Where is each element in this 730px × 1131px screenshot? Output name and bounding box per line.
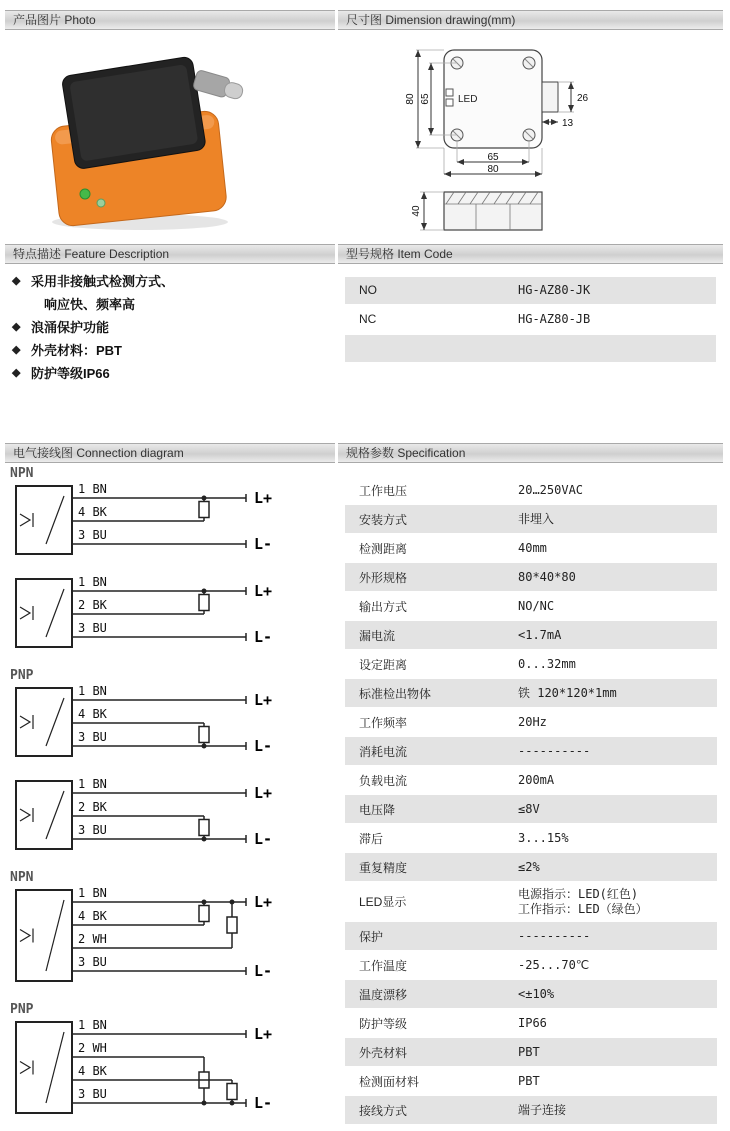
dim-80-bottom: 80 bbox=[487, 164, 499, 175]
dim-40: 40 bbox=[411, 205, 422, 217]
spec-row bbox=[345, 922, 717, 950]
led-label: LED bbox=[458, 94, 478, 105]
dimension-drawing-area bbox=[372, 40, 717, 245]
section-title-item-code: 型号规格 Item Code bbox=[346, 247, 453, 261]
svg-text:L+: L+ bbox=[254, 1025, 273, 1043]
wiring-diagram bbox=[8, 1002, 340, 1126]
feature-text: 浪涌保护功能 bbox=[31, 320, 110, 335]
spec-value: 0...32mm bbox=[518, 656, 576, 671]
header-row-2 bbox=[5, 244, 723, 264]
spec-value: ≤2% bbox=[518, 859, 540, 874]
spec-value: ≤8V bbox=[518, 801, 540, 816]
spec-label: 外形规格 bbox=[359, 570, 408, 585]
spec-row bbox=[345, 1067, 717, 1095]
spec-value: 20…250VAC bbox=[518, 482, 584, 497]
connection-diagram-svg bbox=[8, 777, 308, 857]
svg-text:1 BN: 1 BN bbox=[78, 575, 107, 589]
svg-text:1 BN: 1 BN bbox=[78, 1018, 107, 1032]
feature-text: 响应快、频率高 bbox=[44, 297, 136, 312]
led-indicator-green bbox=[80, 189, 90, 199]
item-code-row bbox=[345, 335, 716, 362]
spec-label: 设定距离 bbox=[359, 657, 408, 672]
diagram-type-label: PNP bbox=[10, 668, 34, 683]
wiring-diagram bbox=[8, 777, 340, 862]
svg-text:4 BK: 4 BK bbox=[78, 707, 107, 721]
led-indicator-secondary bbox=[97, 199, 105, 207]
svg-text:4 BK: 4 BK bbox=[78, 505, 107, 519]
sensor-face-black bbox=[61, 56, 206, 169]
spec-row bbox=[345, 951, 717, 979]
svg-text:1 BN: 1 BN bbox=[78, 886, 107, 900]
product-photo-area bbox=[28, 46, 258, 239]
spec-value: 电源指示：LED(红色) 工作指示：LED（绿色） bbox=[518, 886, 648, 916]
svg-text:3 BU: 3 BU bbox=[78, 1087, 107, 1101]
spec-label: 检测距离 bbox=[359, 541, 408, 556]
spec-label: 负载电流 bbox=[359, 773, 408, 788]
wiring-diagram bbox=[8, 668, 340, 769]
item-code-label bbox=[345, 335, 518, 362]
spec-row bbox=[345, 1038, 717, 1066]
svg-text:1 BN: 1 BN bbox=[78, 777, 107, 791]
spec-value: IP66 bbox=[518, 1015, 547, 1030]
dim-65-left: 65 bbox=[420, 93, 431, 105]
spec-label: 防护等级 bbox=[359, 1016, 408, 1031]
spec-row bbox=[345, 592, 717, 620]
connection-diagram-svg bbox=[8, 482, 308, 562]
connection-diagram-svg bbox=[8, 684, 308, 764]
feature-text: 外壳材料：PBT bbox=[31, 343, 123, 358]
section-title-feature: 特点描述 Feature Description bbox=[13, 247, 170, 261]
spec-label: 电压降 bbox=[359, 802, 396, 817]
spec-row bbox=[345, 1009, 717, 1037]
item-code-label: NO bbox=[359, 283, 377, 297]
item-code-value bbox=[518, 335, 716, 362]
svg-text:L+: L+ bbox=[254, 784, 273, 802]
header-row-3 bbox=[5, 443, 723, 463]
svg-text:3 BU: 3 BU bbox=[78, 955, 107, 969]
svg-text:L+: L+ bbox=[254, 489, 273, 507]
spec-label: 工作频率 bbox=[359, 715, 408, 730]
spec-label: 滞后 bbox=[359, 831, 384, 846]
spec-value: PBT bbox=[518, 1073, 540, 1088]
spec-row bbox=[345, 708, 717, 736]
item-code-table bbox=[345, 277, 716, 364]
spec-label: 安装方式 bbox=[359, 512, 408, 527]
section-title-photo: 产品图片 Photo bbox=[13, 13, 96, 27]
spec-value: PBT bbox=[518, 1044, 540, 1059]
spec-value: 端子连接 bbox=[518, 1102, 567, 1117]
section-header-spec bbox=[338, 443, 723, 463]
spec-label: 保护 bbox=[359, 929, 384, 944]
spec-row bbox=[345, 980, 717, 1008]
spec-value: -25...70℃ bbox=[518, 957, 590, 972]
spec-label: 输出方式 bbox=[359, 599, 408, 614]
connector-block bbox=[542, 82, 558, 112]
spec-label: 消耗电流 bbox=[359, 744, 408, 759]
svg-text:3 BU: 3 BU bbox=[78, 730, 107, 744]
svg-text:4 BK: 4 BK bbox=[78, 1064, 107, 1078]
connection-diagram-svg bbox=[8, 886, 308, 989]
spec-label: 检测面材料 bbox=[359, 1074, 420, 1089]
spec-label: 工作电压 bbox=[359, 483, 408, 498]
svg-text:2 BK: 2 BK bbox=[78, 800, 107, 814]
feature-item bbox=[12, 343, 332, 358]
spec-value: 200mA bbox=[518, 772, 555, 787]
section-title-spec: 规格参数 Specification bbox=[346, 446, 466, 460]
spec-row bbox=[345, 534, 717, 562]
feature-item bbox=[12, 297, 332, 312]
spec-row bbox=[345, 824, 717, 852]
spec-row bbox=[345, 737, 717, 765]
spec-table bbox=[345, 476, 717, 1125]
header-row-1 bbox=[5, 10, 723, 30]
spec-value: 3...15% bbox=[518, 830, 569, 845]
svg-text:L+: L+ bbox=[254, 893, 273, 911]
feature-item bbox=[12, 366, 332, 381]
svg-text:3 BU: 3 BU bbox=[78, 621, 107, 635]
spec-label: LED显示 bbox=[359, 895, 407, 909]
connection-diagrams bbox=[8, 466, 340, 1131]
product-photo bbox=[28, 46, 258, 234]
spec-label: 接线方式 bbox=[359, 1103, 408, 1118]
diamond-bullet-icon: ◆ bbox=[12, 275, 21, 287]
spec-row bbox=[345, 766, 717, 794]
feature-text: 防护等级IP66 bbox=[31, 366, 110, 381]
spec-value: 非埋入 bbox=[518, 511, 555, 526]
diagram-type-label: NPN bbox=[10, 466, 34, 481]
section-header-dimension bbox=[338, 10, 723, 30]
svg-text:2 WH: 2 WH bbox=[78, 932, 107, 946]
svg-text:L-: L- bbox=[254, 962, 273, 980]
connection-diagram-svg bbox=[8, 1018, 308, 1121]
svg-text:2 BK: 2 BK bbox=[78, 598, 107, 612]
section-header-feature bbox=[5, 244, 335, 264]
spec-row bbox=[345, 1096, 717, 1124]
spec-value: <1.7mA bbox=[518, 627, 562, 642]
svg-text:2 WH: 2 WH bbox=[78, 1041, 107, 1055]
svg-text:3 BU: 3 BU bbox=[78, 823, 107, 837]
svg-text:L-: L- bbox=[254, 535, 273, 553]
feature-item bbox=[12, 320, 332, 335]
item-code-row bbox=[345, 306, 716, 333]
svg-text:3 BU: 3 BU bbox=[78, 528, 107, 542]
spec-row bbox=[345, 476, 717, 504]
section-header-item-code bbox=[338, 244, 723, 264]
feature-item bbox=[12, 274, 332, 289]
dim-65-bottom: 65 bbox=[487, 152, 499, 163]
spec-value: ---------- bbox=[518, 928, 591, 943]
spec-value: 40mm bbox=[518, 540, 547, 555]
side-view-body bbox=[444, 192, 542, 230]
item-code-label: NC bbox=[359, 312, 377, 326]
spec-row bbox=[345, 505, 717, 533]
svg-text:L-: L- bbox=[254, 628, 273, 646]
section-title-dimension: 尺寸图 Dimension drawing(mm) bbox=[346, 13, 516, 27]
diamond-bullet-icon: ◆ bbox=[12, 321, 21, 333]
svg-text:L-: L- bbox=[254, 1094, 273, 1112]
wiring-diagram bbox=[8, 870, 340, 994]
spec-label: 外壳材料 bbox=[359, 1045, 408, 1060]
item-code-row bbox=[345, 277, 716, 304]
svg-text:1 BN: 1 BN bbox=[78, 482, 107, 496]
diamond-bullet-icon: ◆ bbox=[12, 344, 21, 356]
item-code-value: HG-AZ80-JK bbox=[518, 283, 591, 297]
feature-text: 采用非接触式检测方式、 bbox=[31, 274, 175, 289]
spec-row bbox=[345, 650, 717, 678]
spec-row bbox=[345, 679, 717, 707]
wiring-diagram bbox=[8, 466, 340, 567]
dim-80-left: 80 bbox=[405, 93, 416, 105]
diagram-type-label: PNP bbox=[10, 1002, 34, 1017]
spec-row bbox=[345, 563, 717, 591]
spec-value: 80*40*80 bbox=[518, 569, 576, 584]
spec-value: ---------- bbox=[518, 743, 591, 758]
led-window-1 bbox=[446, 89, 453, 96]
dim-26: 26 bbox=[577, 93, 589, 104]
svg-text:1 BN: 1 BN bbox=[78, 684, 107, 698]
cable-gland bbox=[192, 70, 245, 103]
diamond-bullet-icon: ◆ bbox=[12, 367, 21, 379]
spec-label: 漏电流 bbox=[359, 628, 396, 643]
svg-text:L-: L- bbox=[254, 737, 273, 755]
wiring-diagram bbox=[8, 575, 340, 660]
spec-row bbox=[345, 621, 717, 649]
section-header-photo bbox=[5, 10, 335, 30]
svg-text:L+: L+ bbox=[254, 582, 273, 600]
led-window-2 bbox=[446, 99, 453, 106]
spec-value: <±10% bbox=[518, 986, 555, 1001]
spec-value: 20Hz bbox=[518, 714, 547, 729]
connection-diagram-svg bbox=[8, 575, 308, 655]
spec-label: 标准检出物体 bbox=[359, 686, 432, 701]
svg-text:L-: L- bbox=[254, 830, 273, 848]
section-title-connection: 电气接线图 Connection diagram bbox=[13, 446, 184, 460]
dimension-drawing bbox=[372, 40, 717, 240]
item-code-value: HG-AZ80-JB bbox=[518, 312, 591, 326]
spec-value: 铁 120*120*1mm bbox=[518, 685, 617, 700]
svg-text:L+: L+ bbox=[254, 691, 273, 709]
svg-text:4 BK: 4 BK bbox=[78, 909, 107, 923]
diagram-type-label: NPN bbox=[10, 870, 34, 885]
section-header-connection bbox=[5, 443, 335, 463]
feature-list bbox=[12, 274, 332, 389]
dim-13: 13 bbox=[562, 118, 574, 129]
spec-label: 重复精度 bbox=[359, 860, 408, 875]
spec-row bbox=[345, 853, 717, 881]
spec-label: 工作温度 bbox=[359, 958, 408, 973]
spec-value: NO/NC bbox=[518, 598, 555, 613]
spec-row bbox=[345, 882, 717, 921]
spec-row bbox=[345, 795, 717, 823]
spec-label: 温度漂移 bbox=[359, 987, 408, 1002]
